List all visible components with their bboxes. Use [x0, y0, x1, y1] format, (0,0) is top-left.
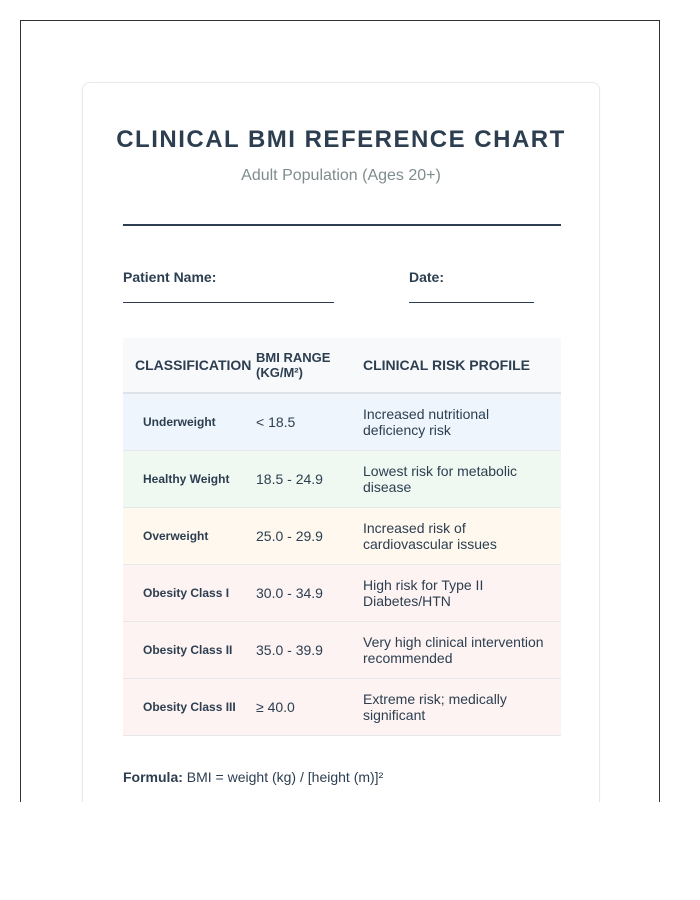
- classification-cell: Overweight: [123, 508, 256, 565]
- risk-profile-cell: High risk for Type II Diabetes/HTN: [363, 565, 561, 622]
- classification-cell: Obesity Class III: [123, 679, 256, 736]
- table-row: [123, 451, 561, 508]
- date-label: Date:: [409, 269, 445, 285]
- table-row: [123, 679, 561, 736]
- bmi-range-cell: < 18.5: [256, 393, 363, 451]
- date-field[interactable]: [409, 302, 534, 303]
- risk-profile-cell: Lowest risk for metabolic disease: [363, 451, 561, 508]
- formula-label: Formula:: [123, 769, 183, 785]
- classification-cell: Underweight: [123, 393, 256, 451]
- risk-profile-cell: Extreme risk; medically significant: [363, 679, 561, 736]
- risk-profile-cell: Very high clinical intervention recommended: [363, 622, 561, 679]
- reference-card: [82, 82, 600, 802]
- table-row: [123, 622, 561, 679]
- classification-cell: Obesity Class II: [123, 622, 256, 679]
- formula-text: BMI = weight (kg) / [height (m)]²: [186, 769, 384, 785]
- page-subtitle: Adult Population (Ages 20+): [241, 167, 441, 184]
- title-divider: [123, 224, 561, 226]
- header-bmi-range: BMI RANGE (KG/M²): [256, 338, 363, 393]
- page-title: CLINICAL BMI REFERENCE CHART: [116, 126, 566, 153]
- bmi-range-cell: 25.0 - 29.9: [256, 508, 363, 565]
- risk-profile-cell: Increased risk of cardiovascular issues: [363, 508, 561, 565]
- table-row: [123, 565, 561, 622]
- bmi-range-cell: ≥ 40.0: [256, 679, 363, 736]
- header-classification: CLASSIFICATION: [123, 338, 256, 393]
- patient-name-label: Patient Name:: [123, 269, 217, 285]
- classification-cell: Healthy Weight: [123, 451, 256, 508]
- formula-note: [123, 769, 383, 785]
- patient-name-field[interactable]: [123, 302, 334, 303]
- bmi-range-cell: 18.5 - 24.9: [256, 451, 363, 508]
- table-row: [123, 393, 561, 451]
- classification-cell: Obesity Class I: [123, 565, 256, 622]
- table-row: [123, 508, 561, 565]
- risk-profile-cell: Increased nutritional deficiency risk: [363, 393, 561, 451]
- table-header-row: [123, 338, 561, 393]
- page-frame: [20, 20, 660, 802]
- bmi-range-cell: 30.0 - 34.9: [256, 565, 363, 622]
- header-risk-profile: CLINICAL RISK PROFILE: [363, 338, 561, 393]
- bmi-table: [123, 338, 561, 736]
- bmi-range-cell: 35.0 - 39.9: [256, 622, 363, 679]
